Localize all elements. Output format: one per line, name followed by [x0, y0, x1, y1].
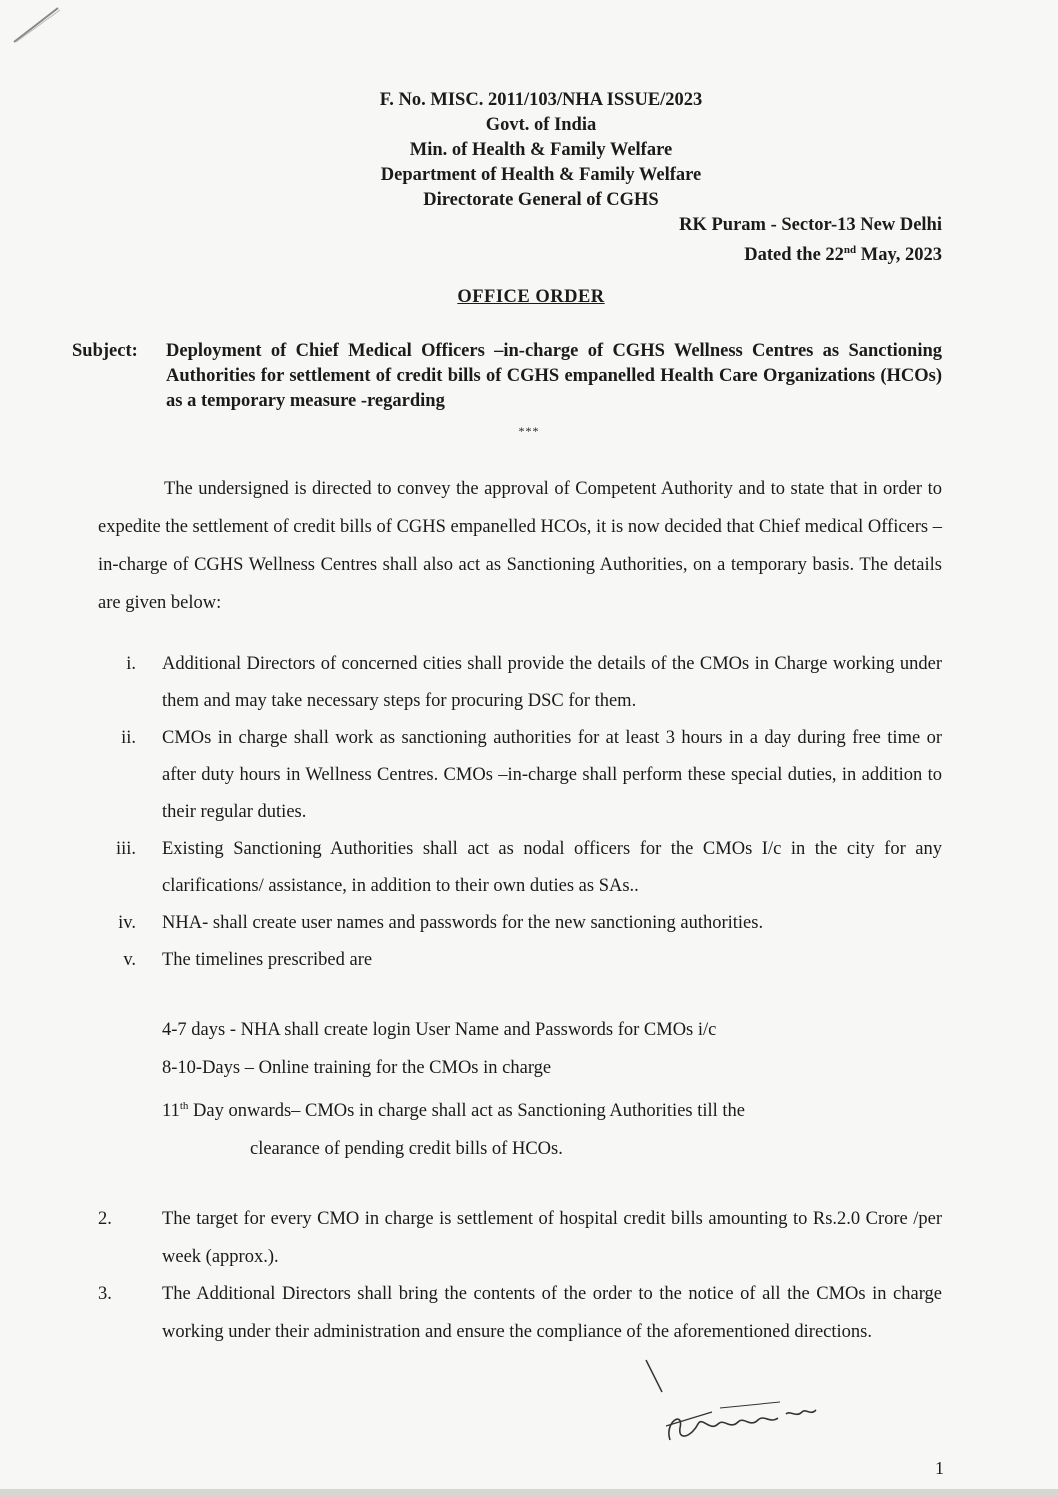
- office-order-title: OFFICE ORDER: [457, 287, 605, 307]
- document-header: [0, 88, 1058, 213]
- timelines-block: [162, 1011, 942, 1168]
- point-3: 3. The Additional Directors shall bring the contents of the order to the notice of all the CMOs in charge working under their administration and ensure the compliance of the aforementioned directions.: [98, 1284, 942, 1342]
- timeline-row: 8-10-Days – Online training for the CMOs in charge: [162, 1058, 552, 1078]
- pen-stroke-mark: [6, 4, 66, 44]
- list-item: iii. Existing Sanctioning Authorities shall act as nodal officers for the CMOs I/c in the city for any clarifications/ assistance, in addition to their own duties as SAs..: [115, 839, 942, 896]
- list-item: iv. NHA- shall create user names and passwords for the new sanctioning authorities.: [118, 913, 764, 933]
- intro-paragraph: The undersigned is directed to convey the approval of Competent Authority and to state that in order to expedite the settlement of credit bills of CGHS empanelled HCOs, it is now decided that Chief medical Officers –in-charge of CGHS Wellness Centres shall also act as Sanctioning Authorities, on a temporary basis. The details are given below:: [98, 479, 942, 613]
- details-list: [98, 646, 942, 979]
- place-and-date: [679, 213, 942, 268]
- file-number: F. No. MISC. 2011/103/NHA ISSUE/2023: [379, 90, 703, 110]
- list-item: v. The timelines prescribed are: [123, 950, 373, 970]
- list-item: ii. CMOs in charge shall work as sanctioning authorities for at least 3 hours in a day during free time or after duty hours in Wellness Centres. CMOs –in-charge shall perform these special duties, in addition to their regular duties.: [121, 728, 942, 822]
- timeline-row-continuation: clearance of pending credit bills of HCOs.: [250, 1139, 563, 1160]
- govt-name: Govt. of India: [485, 115, 597, 135]
- subject-label: Subject:: [72, 341, 138, 361]
- department-name: Department of Health & Family Welfare: [380, 165, 702, 185]
- subject-block: [72, 339, 942, 414]
- timeline-row: 4-7 days - NHA shall create login User Name and Passwords for CMOs i/c: [162, 1020, 717, 1040]
- timeline-row: 11th Day onwards– CMOs in charge shall act as Sanctioning Authorities till the: [162, 1100, 746, 1122]
- subject-text: Deployment of Chief Medical Officers –in-charge of CGHS Wellness Centres as Sanctioning Authorities for settlement of credit bills of CGHS empanelled Health Care Organizations (HCOs) as a temporary measure -regarding: [166, 341, 942, 411]
- separator-stars: ***: [518, 424, 540, 438]
- place: RK Puram - Sector-13 New Delhi: [679, 215, 942, 235]
- point-2: 2. The target for every CMO in charge is settlement of hospital credit bills amounting to Rs.2.0 Crore /per week (approx.).: [98, 1209, 942, 1267]
- directorate-name: Directorate General of CGHS: [423, 190, 659, 210]
- signature: [640, 1352, 840, 1452]
- ministry-name: Min. of Health & Family Welfare: [409, 140, 673, 160]
- list-item: i. Additional Directors of concerned cities shall provide the details of the CMOs in Charge working under them and may take necessary steps for procuring DSC for them.: [126, 654, 942, 711]
- date-line: Dated the 22nd May, 2023: [744, 244, 942, 266]
- page-bottom-edge: [0, 1489, 1058, 1497]
- page-number: 1: [935, 1458, 944, 1478]
